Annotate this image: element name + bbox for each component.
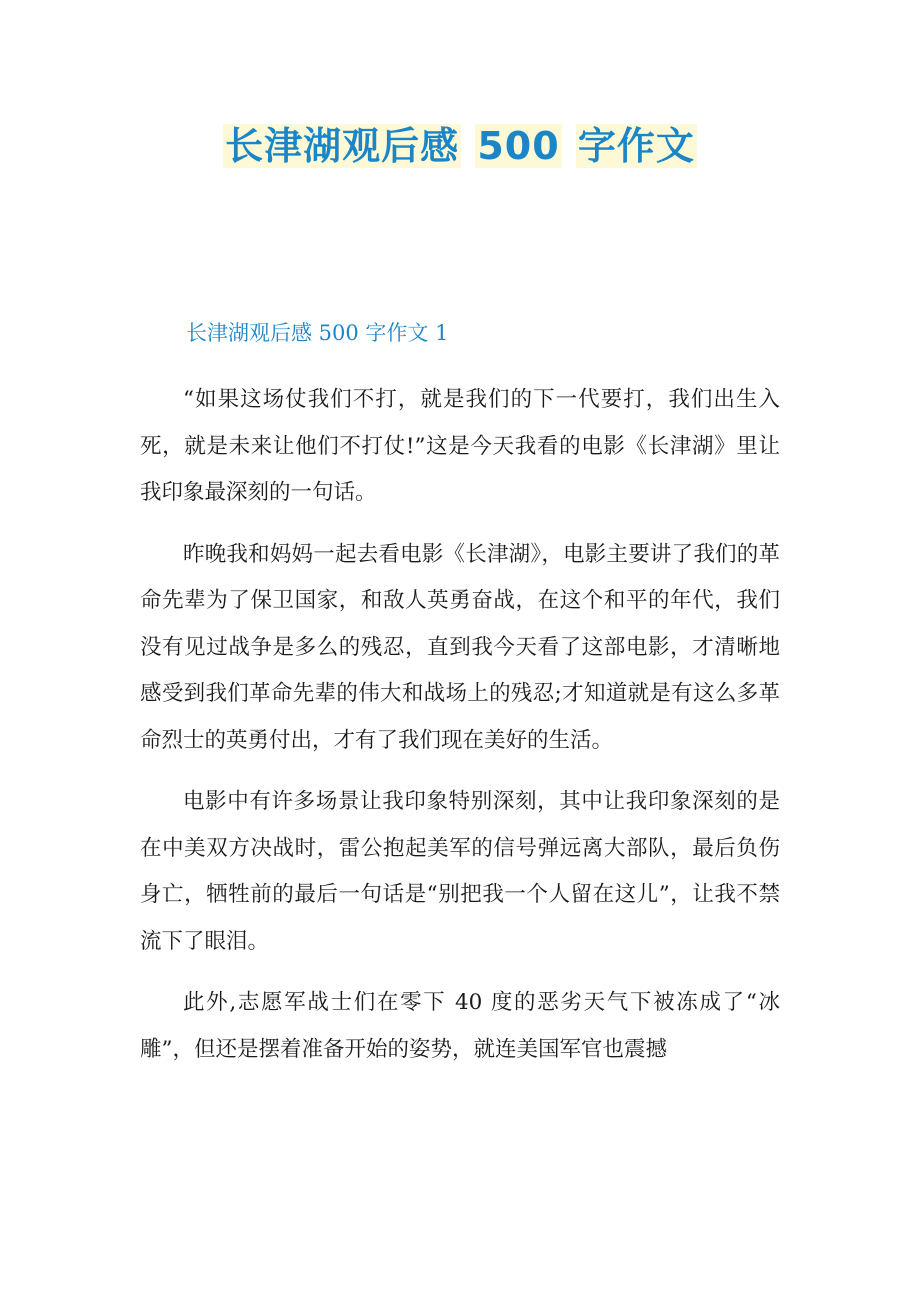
paragraph: 昨晚我和妈妈一起去看电影《长津湖》，电影主要讲了我们的革命先辈为了保卫国家，和敌人英勇奋战，在这个和平的年代，我们没有见过战争是多么的残忍，直到我今天看了这部电影，才清晰地感受到我们革命先辈的伟大和战场上的残忍;才知道就是有这么多革命烈士的英勇付出，才有了我们现在美好的生活。 [140, 541, 780, 753]
paragraph: 此外,志愿军战士们在零下 40 度的恶劣天气下被冻成了“冰雕”，但还是摆着准备开始的姿势，就连美国军官也震撼 [140, 990, 780, 1062]
title-part: 字作文 [577, 124, 695, 168]
document-title [223, 120, 697, 172]
title-part: 500 [477, 124, 560, 168]
article-body [140, 377, 780, 1088]
paragraph: “如果这场仗我们不打，就是我们的下一代要打，我们出生入死，就是未来让他们不打仗!”这是今天我看的电影《长津湖》里让我印象最深刻的一句话。 [140, 387, 780, 505]
title-container [0, 120, 920, 172]
paragraph: 电影中有许多场景让我印象特别深刻，其中让我印象深刻的是在中美双方决战时，雷公抱起美军的信号弹远离大部队，最后负伤身亡，牺牲前的最后一句话是“别把我一个人留在这儿”，让我不禁流下了眼泪。 [140, 789, 780, 954]
title-part: 长津湖观后感 [225, 124, 460, 168]
section-heading: 长津湖观后感 500 字作文 1 [186, 321, 449, 345]
